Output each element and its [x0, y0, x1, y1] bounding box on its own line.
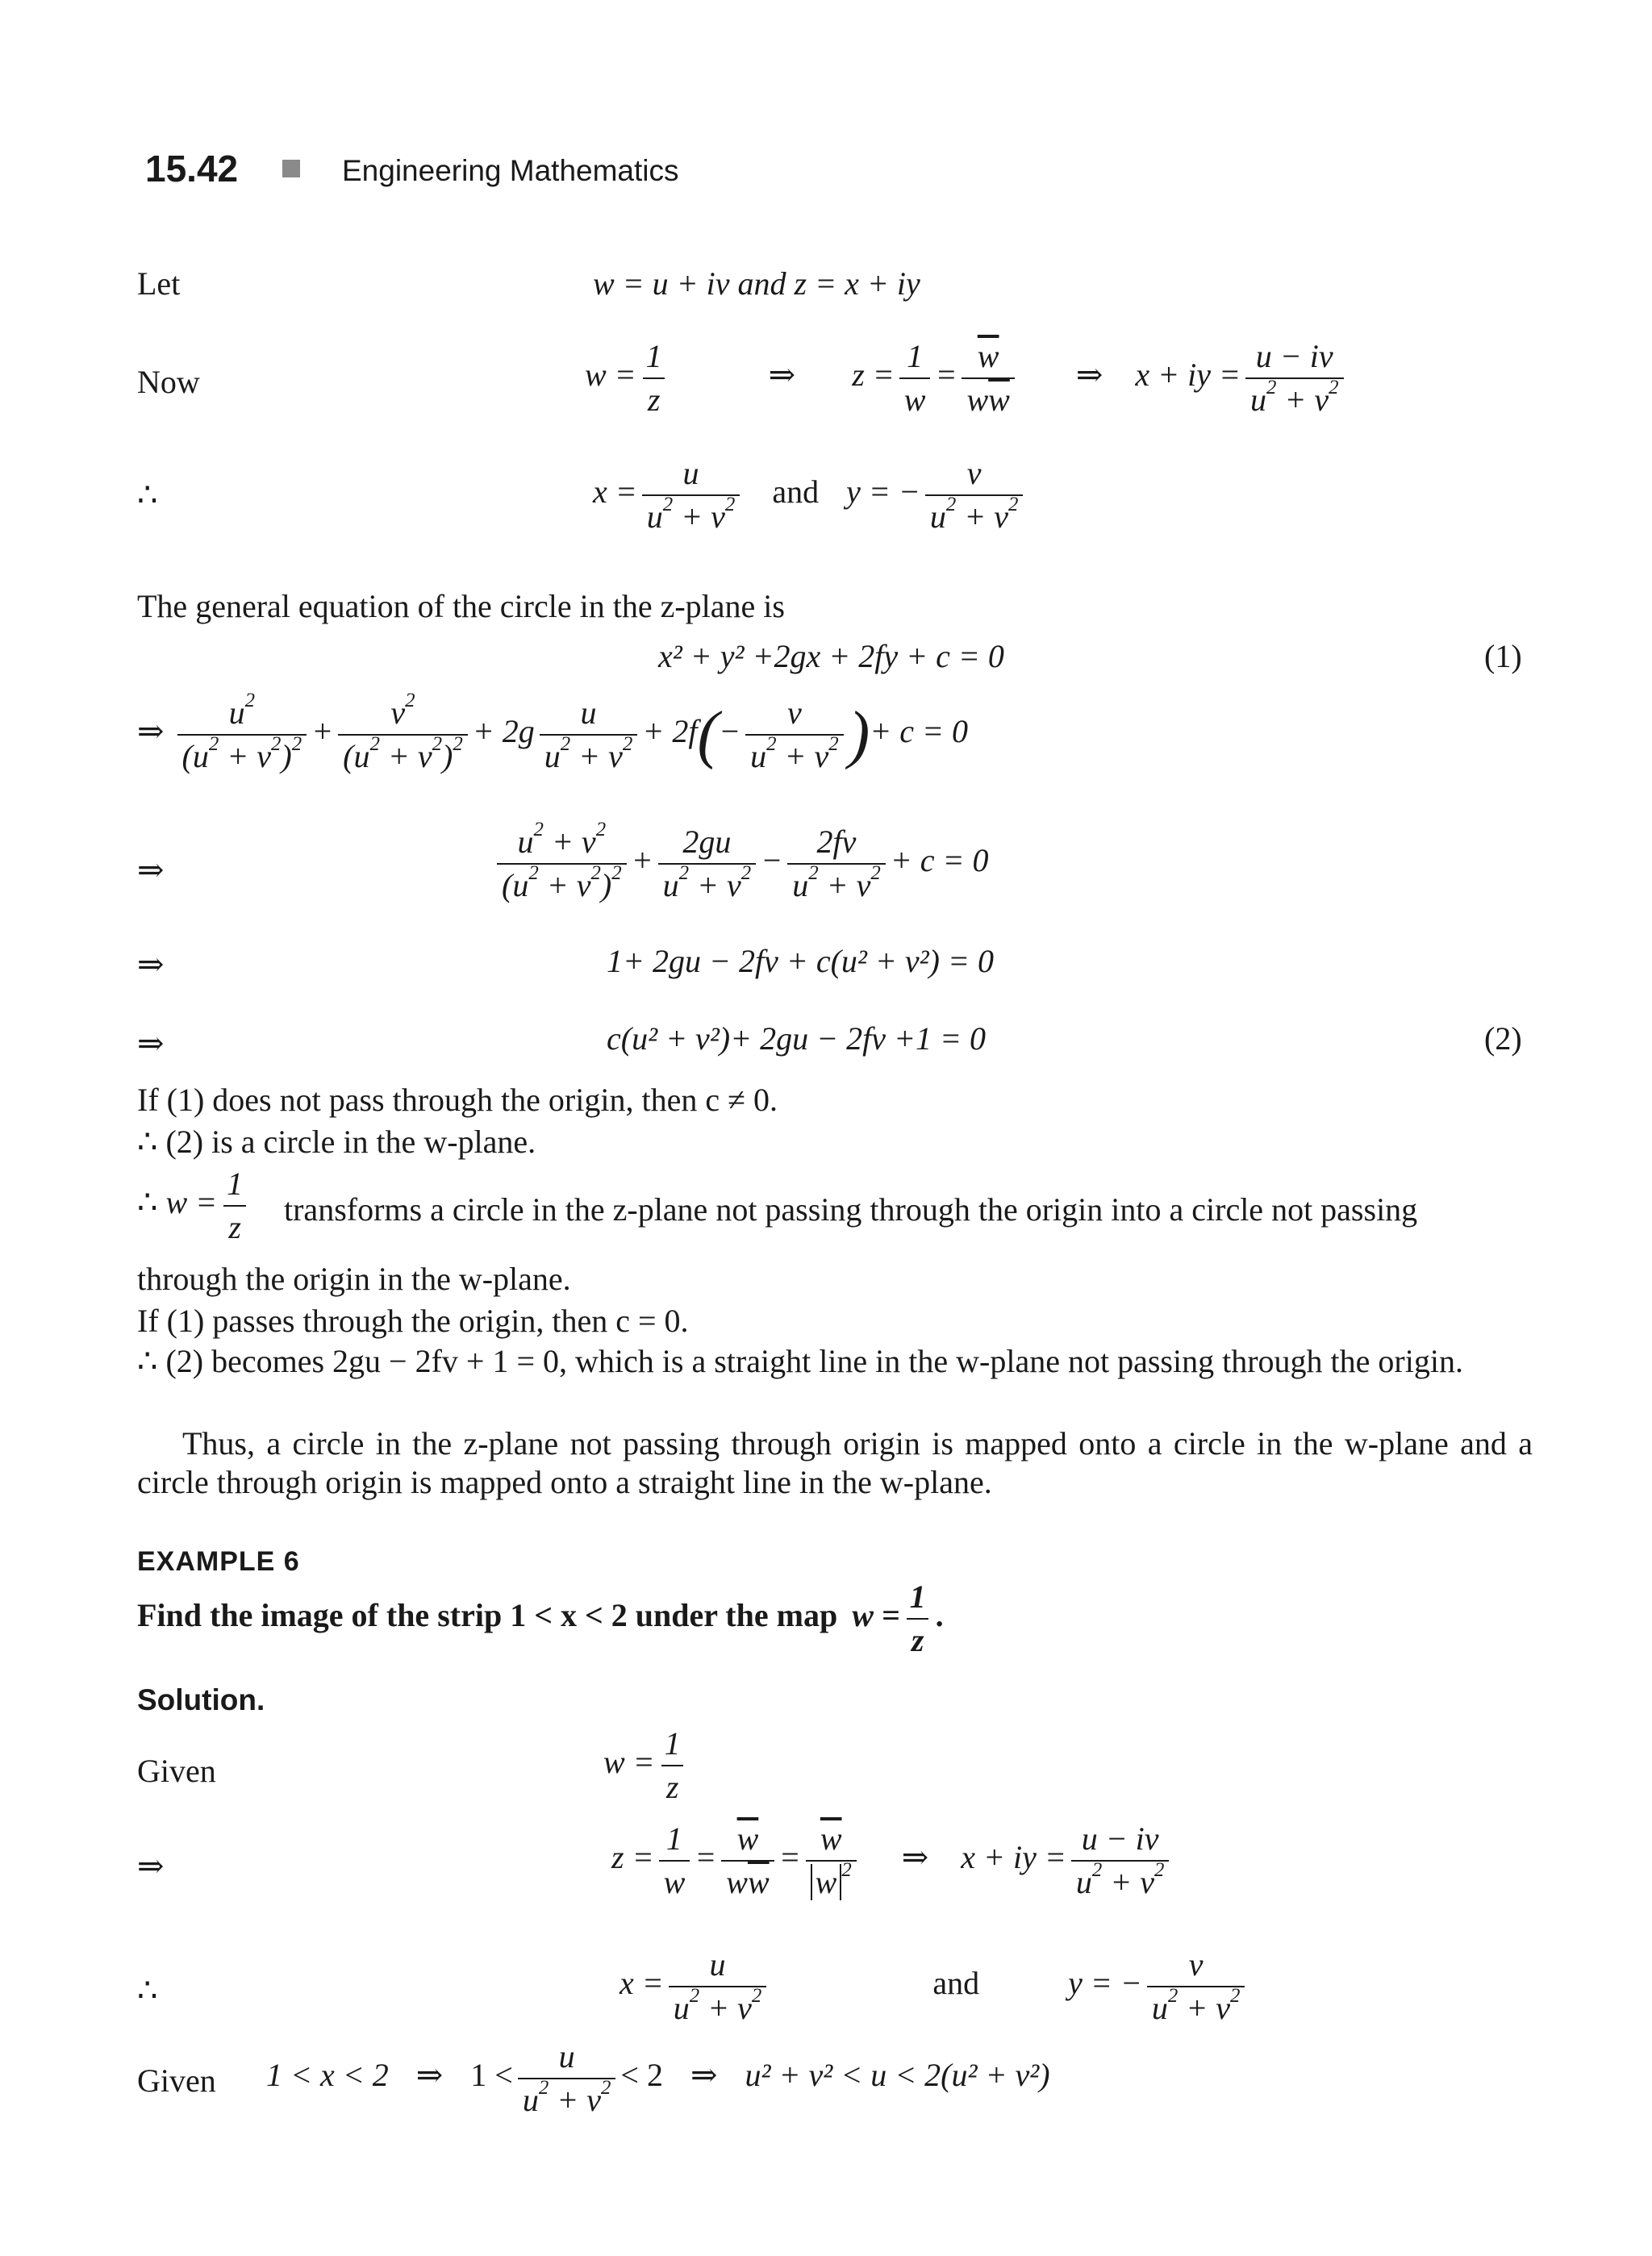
label-given-2: Given — [137, 2062, 216, 2099]
implies-3: ⇒ — [137, 946, 165, 982]
text-circle-in-w: ∴ (2) is a circle in the w-plane. — [137, 1124, 536, 1160]
label-therefore-2: ∴ — [137, 1972, 158, 2008]
equation-x-y-solution: x = $\frac{u}{u^2 + v^2}$ and y = − $\frac{v}{u^2 + v^2}$ — [620, 1947, 1249, 2026]
equation-z-in-w: z = $\frac{1}{w}$ = $\frac{\overline{w}}{w\overline{w}}$ = $\frac{\overline{w}}{w ^2}$ ⇒ x + iy = $\frac{u - iv}{u^2 + v^2}$ — [611, 1821, 1174, 1900]
equation-number-2: (2) — [1484, 1020, 1522, 1057]
label-therefore-1: ∴ — [137, 477, 158, 513]
equation-w-equals-1-over-z: ∴ w = $\frac{1}{z}$ — [137, 1166, 252, 1245]
implies-5: ⇒ — [137, 1848, 165, 1884]
example-title: EXAMPLE 6 — [137, 1546, 300, 1577]
solution-label: Solution. — [137, 1683, 265, 1716]
text-straight-line: ∴ (2) becomes 2gu − 2fv + 1 = 0, which is a straight line in the w-plane not passing through the origin. — [137, 1343, 1463, 1379]
label-let: Let — [137, 265, 181, 302]
header-square-icon — [282, 160, 300, 177]
text-transforms: transforms a circle in the z-plane not passing through the origin into a circle not passing — [284, 1191, 1418, 1228]
strip-image-result: u² + v² < u < 2(u² + v²) — [745, 2057, 1050, 2094]
example-question: Find the image of the strip 1 < x < 2 under the map w = $\frac{1}{z}$ . — [137, 1578, 944, 1658]
text-if-origin: If (1) passes through the origin, then c = 0. — [137, 1303, 689, 1339]
equation-step-4: c(u² + v²)+ 2gu − 2fv +1 = 0 — [607, 1020, 986, 1057]
page-number: 15.42 — [145, 148, 239, 190]
equation-step-3: 1+ 2gu − 2fv + c(u² + v²) = 0 — [607, 943, 994, 979]
equation-simplified: $\frac{u^2 + v^2}{(u^2 + v^2)^2}$ + $\frac{2gu}{u^2 + v^2}$ − $\frac{2fv}{u^2 + v^2}$ + c = 0 — [492, 824, 989, 903]
label-now: Now — [137, 364, 200, 400]
equation-x-y-in-uv: x = $\frac{u}{u^2 + v^2}$ and y = − $\frac{v}{u^2 + v^2}$ — [593, 456, 1028, 535]
and-word: and — [772, 473, 820, 511]
equation-given-map: w = $\frac{1}{z}$ — [603, 1726, 690, 1805]
equation-definitions: w = u + iv and z = x + iy — [593, 265, 920, 302]
equation-inverse-map: w = $\frac{1}{z}$ ⇒ z = $\frac{1}{w}$ = $\frac{\overline{w}}{w\overline{w}}$ ⇒ x + iy = $\frac{u - iv}{u^2 + v^2}$ — [585, 339, 1349, 418]
text-thus: Thus, a circle in the z-plane not passing through origin is mapped onto a circle in the w-plane and a circle through origin is mapped onto a straight line in the w-plane. — [137, 1425, 1533, 1500]
text-through-origin: through the origin in the w-plane. — [137, 1261, 571, 1297]
equation-substitution: ⇒ $\frac{u^2}{(u^2 + v^2)^2}$ + $\frac{v^2}{(u^2 + v^2)^2}$ + 2g $\frac{u}{u^2 + v^2}$ + 2f(− $\frac{v}{u^2 + v^2}$ )+ c = 0 — [137, 689, 969, 774]
and-word-2: and — [932, 1965, 980, 2002]
text-if-not-origin: If (1) does not pass through the origin, then c ≠ 0. — [137, 1082, 778, 1118]
equation-number-1: (1) — [1484, 638, 1522, 674]
implies-4: ⇒ — [137, 1025, 165, 1061]
implies-2: ⇒ — [137, 852, 165, 888]
book-title: Engineering Mathematics — [342, 154, 679, 187]
text-general-circle: The general equation of the circle in the z-plane is — [137, 588, 785, 624]
given-range: 1 < x < 2 — [266, 2057, 389, 2094]
example-question-text: Find the image of the strip 1 < x < 2 under the map — [137, 1597, 838, 1634]
implies-1: ⇒ — [137, 713, 165, 750]
equation-strip-result: 1 < x < 2 ⇒ 1 < $\frac{u}{u^2 + v^2}$ < 2 ⇒ u² + v² < u < 2(u² + v²) — [266, 2038, 1050, 2118]
label-given-1: Given — [137, 1753, 216, 1789]
equation-circle: x² + y² +2gx + 2fy + c = 0 — [658, 638, 1004, 674]
